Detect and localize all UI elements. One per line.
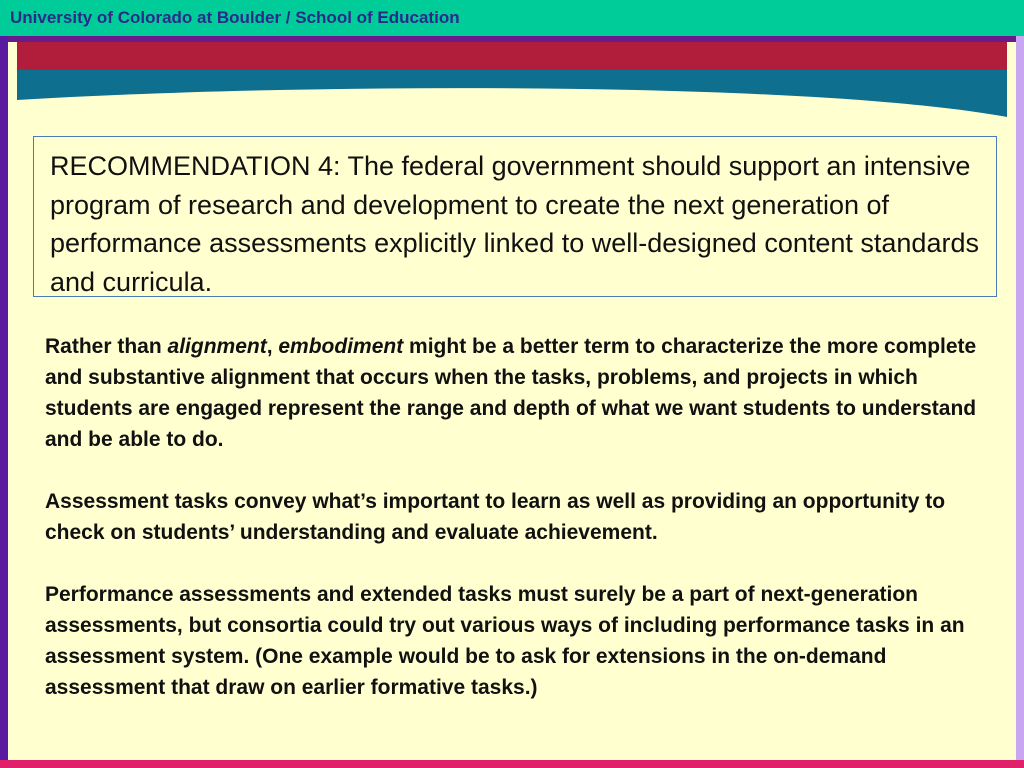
p1-rest: might be a better term to characterize the more complete and substantive alignment that occurs when the tasks, problems, and projects in which students are engaged represent the range and depth of what we want students to understand and be able to do. xyxy=(45,335,977,451)
institution-title: University of Colorado at Boulder / School of Education xyxy=(10,8,460,27)
paragraph-embodiment xyxy=(45,331,995,455)
term-alignment: alignment xyxy=(167,335,267,358)
left-border xyxy=(0,36,8,768)
term-embodiment: embodiment xyxy=(278,335,404,358)
header-bar xyxy=(0,0,1024,36)
p1-separator: , xyxy=(266,335,279,358)
recommendation-text: RECOMMENDATION 4: The federal government should support an intensive program of research and development to create the next generation of performance assessments explicitly linked to well-designed content standards and curricula. xyxy=(50,151,979,297)
recommendation-box xyxy=(33,136,997,297)
p1-lead: Rather than xyxy=(45,335,168,358)
banner-red-band xyxy=(17,42,1007,70)
bottom-border xyxy=(0,760,1024,768)
paragraph-assessment-tasks: Assessment tasks convey what’s important to learn as well as providing an opportunity to check on students’ understanding and evaluate achievement. xyxy=(45,490,946,544)
right-border xyxy=(1016,36,1024,768)
decorative-banner xyxy=(17,42,1007,122)
banner-teal-swoosh xyxy=(17,70,1007,117)
paragraph-performance-assessments: Performance assessments and extended tasks must surely be a part of next-generation assessments, but consortia could try out various ways of including performance tasks in an assessment system. (One example would be to ask for extensions in the on-demand assessment that draw on earlier formative tasks.) xyxy=(45,583,965,699)
body-text xyxy=(45,331,995,734)
